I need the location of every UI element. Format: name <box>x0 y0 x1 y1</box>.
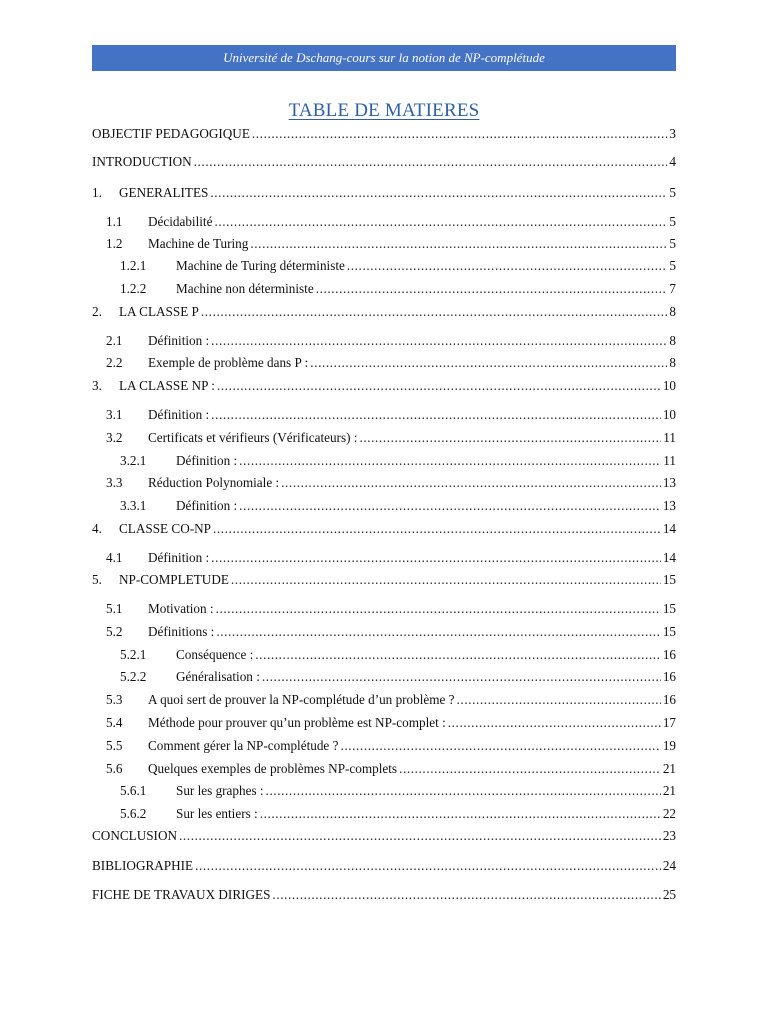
toc-entry-label: Motivation : <box>148 601 214 616</box>
toc-entry-page: 14 <box>662 550 676 565</box>
dot-leader <box>179 827 661 845</box>
toc-entry-label: Machine non déterministe <box>176 281 314 296</box>
toc-entry[interactable] <box>92 429 676 447</box>
toc-entry-number: 1.2.2 <box>120 281 147 296</box>
toc-entry-number: 5.2.2 <box>120 669 147 684</box>
dot-leader <box>266 782 661 800</box>
toc-entry-number: 5. <box>92 572 102 587</box>
toc-entry-number: 3.3.1 <box>120 498 147 513</box>
toc-entry[interactable] <box>92 303 676 321</box>
toc-entry-page: 3 <box>669 126 676 141</box>
toc-entry-label: FICHE DE TRAVAUX DIRIGES <box>92 887 271 902</box>
toc-entry-number: 5.6 <box>106 761 123 776</box>
toc-entry-page: 4 <box>669 154 676 169</box>
toc-entry-page: 16 <box>662 669 676 684</box>
toc-entry-label: Quelques exemples de problèmes NP-complets <box>148 761 398 776</box>
toc-entry-number: 1. <box>92 185 102 200</box>
toc-entry[interactable] <box>92 280 676 298</box>
toc-entry[interactable] <box>92 827 676 845</box>
toc-entry-label: Conséquence : <box>176 647 254 662</box>
toc-entry-page: 23 <box>662 828 676 843</box>
toc-entry-number: 2.2 <box>106 355 123 370</box>
toc-entry-page: 16 <box>662 692 676 707</box>
dot-leader <box>340 737 660 755</box>
dot-leader <box>359 429 661 447</box>
dot-leader <box>457 691 661 709</box>
dot-leader <box>448 714 661 732</box>
header-banner-text: Université de Dschang-cours sur la notion de NP-complétude <box>223 50 545 65</box>
toc-entry-number: 4. <box>92 521 102 536</box>
toc-entry-label: CONCLUSION <box>92 828 177 843</box>
toc-entry-label: Définitions : <box>148 624 215 639</box>
toc-entry-page: 11 <box>663 453 676 468</box>
toc-entry[interactable] <box>92 377 676 395</box>
toc-entry-page: 21 <box>662 761 676 776</box>
toc-entry[interactable] <box>92 497 676 515</box>
toc-entry-page: 15 <box>662 624 676 639</box>
toc-entry[interactable] <box>92 886 676 904</box>
header-banner <box>92 45 676 71</box>
toc-entry-page: 11 <box>663 430 676 445</box>
toc-entry-label: Définition : <box>148 407 210 422</box>
toc-entry-label: LA CLASSE P <box>119 304 199 319</box>
toc-entry-label: Méthode pour prouver qu’un problème est NP-complet : <box>148 715 446 730</box>
toc-entry[interactable] <box>92 452 676 470</box>
toc-entry-page: 22 <box>662 806 676 821</box>
toc-entry-number: 1.2 <box>106 236 123 251</box>
toc-entry-page: 10 <box>662 407 676 422</box>
toc-entry-label: Comment gérer la NP-complétude ? <box>148 738 339 753</box>
dot-leader <box>211 549 661 567</box>
toc-entry-page: 13 <box>662 498 676 513</box>
toc-entry[interactable] <box>92 600 676 618</box>
dot-leader <box>310 354 667 372</box>
toc-entry-label: Décidabilité <box>148 214 213 229</box>
dot-leader <box>194 153 668 171</box>
toc-entry-label: OBJECTIF PEDAGOGIQUE <box>92 126 250 141</box>
toc-entry-label: Machine de Turing <box>148 236 249 251</box>
toc-entry-page: 15 <box>662 601 676 616</box>
toc-entry-page: 8 <box>669 304 676 319</box>
toc-entry-label: Définition : <box>176 453 238 468</box>
toc-entry[interactable] <box>92 691 676 709</box>
toc-entry[interactable] <box>92 782 676 800</box>
toc-entry-number: 5.2 <box>106 624 123 639</box>
toc-entry-number: 5.6.1 <box>120 783 147 798</box>
toc-entry[interactable] <box>92 153 676 171</box>
toc-entry-number: 3.1 <box>106 407 123 422</box>
dot-leader <box>252 125 668 143</box>
dot-leader <box>217 377 661 395</box>
dot-leader <box>260 805 661 823</box>
toc-entry-label: CLASSE CO-NP <box>119 521 211 536</box>
toc-entry-number: 5.3 <box>106 692 123 707</box>
toc-entry-number: 5.5 <box>106 738 123 753</box>
toc-entry-page: 5 <box>669 258 676 273</box>
toc-entry-label: Sur les entiers : <box>176 806 258 821</box>
toc-entry[interactable] <box>92 623 676 641</box>
dot-leader <box>213 520 661 538</box>
dot-leader <box>347 257 668 275</box>
dot-leader <box>281 474 661 492</box>
toc-entry[interactable] <box>92 646 676 664</box>
toc-entry[interactable] <box>92 668 676 686</box>
dot-leader <box>214 213 667 231</box>
toc-entry[interactable] <box>92 332 676 350</box>
dot-leader <box>216 623 661 641</box>
toc-entry-page: 17 <box>662 715 676 730</box>
dot-leader <box>255 646 661 664</box>
toc-entry-label: Généralisation : <box>176 669 260 684</box>
toc-entry[interactable] <box>92 714 676 732</box>
dot-leader <box>211 332 667 350</box>
toc-entry-label: Définition : <box>148 550 210 565</box>
toc-entry-label: Machine de Turing déterministe <box>176 258 345 273</box>
toc-entry-page: 10 <box>662 378 676 393</box>
toc-entry[interactable] <box>92 520 676 538</box>
dot-leader <box>216 600 661 618</box>
dot-leader <box>210 184 667 202</box>
toc-entry-number: 3.2.1 <box>120 453 147 468</box>
toc-entry-number: 3.2 <box>106 430 123 445</box>
toc-entry-label: Définition : <box>148 333 210 348</box>
toc-entry-number: 1.2.1 <box>120 258 147 273</box>
toc-entry[interactable] <box>92 406 676 424</box>
toc-entry-page: 8 <box>669 333 676 348</box>
toc-entry[interactable] <box>92 213 676 231</box>
toc-entry-page: 21 <box>662 783 676 798</box>
toc-entry-page: 16 <box>662 647 676 662</box>
toc-entry[interactable] <box>92 549 676 567</box>
toc-entry-label: Sur les graphes : <box>176 783 264 798</box>
toc-entry-number: 1.1 <box>106 214 123 229</box>
toc-entry[interactable] <box>92 737 676 755</box>
toc-entry[interactable] <box>92 474 676 492</box>
toc-entry-page: 5 <box>669 214 676 229</box>
toc-entry[interactable] <box>92 857 676 875</box>
toc-entry[interactable] <box>92 184 676 202</box>
dot-leader <box>316 280 668 298</box>
toc-entry[interactable] <box>92 571 676 589</box>
toc-entry-number: 4.1 <box>106 550 123 565</box>
toc-entry-number: 3. <box>92 378 102 393</box>
toc-entry-label: Réduction Polynomiale : <box>148 475 280 490</box>
toc-entry-label: GENERALITES <box>119 185 209 200</box>
toc-entry-number: 2. <box>92 304 102 319</box>
toc-entry-label: Certificats et vérifieurs (Vérificateurs) : <box>148 430 358 445</box>
toc-entry[interactable] <box>92 125 676 143</box>
dot-leader <box>262 668 661 686</box>
toc-entry-page: 19 <box>662 738 676 753</box>
toc-entry-label: Définition : <box>176 498 238 513</box>
toc-entry-label: Exemple de problème dans P : <box>148 355 309 370</box>
dot-leader <box>231 571 661 589</box>
dot-leader <box>272 886 660 904</box>
dot-leader <box>239 452 661 470</box>
toc-entry[interactable] <box>92 760 676 778</box>
dot-leader <box>250 235 667 253</box>
toc-entry-page: 15 <box>662 572 676 587</box>
toc-entry-page: 8 <box>669 355 676 370</box>
toc-entry-page: 5 <box>669 236 676 251</box>
toc-entry-label: BIBLIOGRAPHIE <box>92 858 194 873</box>
toc-entry-number: 2.1 <box>106 333 123 348</box>
dot-leader <box>211 406 661 424</box>
toc-entry-label: INTRODUCTION <box>92 154 192 169</box>
dot-leader <box>239 497 661 515</box>
dot-leader <box>201 303 668 321</box>
toc-entry-number: 5.4 <box>106 715 123 730</box>
toc-entry-page: 14 <box>662 521 676 536</box>
toc-entry[interactable] <box>92 805 676 823</box>
toc-entry[interactable] <box>92 257 676 275</box>
toc-entry-number: 5.2.1 <box>120 647 147 662</box>
toc-entry-page: 25 <box>662 887 676 902</box>
toc-entry-page: 7 <box>669 281 676 296</box>
toc-entry-label: LA CLASSE NP : <box>119 378 215 393</box>
dot-leader <box>399 760 661 778</box>
toc-entry-label: A quoi sert de prouver la NP-complétude d’un problème ? <box>148 692 455 707</box>
dot-leader <box>195 857 661 875</box>
toc-entry-number: 5.6.2 <box>120 806 147 821</box>
toc-entry-number: 3.3 <box>106 475 123 490</box>
toc-entry[interactable] <box>92 354 676 372</box>
toc-entry-page: 24 <box>662 858 676 873</box>
toc-title: TABLE DE MATIERES <box>288 100 480 121</box>
toc-entry-number: 5.1 <box>106 601 123 616</box>
toc-entry-page: 5 <box>669 185 676 200</box>
toc-entry-label: NP-COMPLETUDE <box>119 572 229 587</box>
toc-entry-page: 13 <box>662 475 676 490</box>
toc-entry[interactable] <box>92 235 676 253</box>
